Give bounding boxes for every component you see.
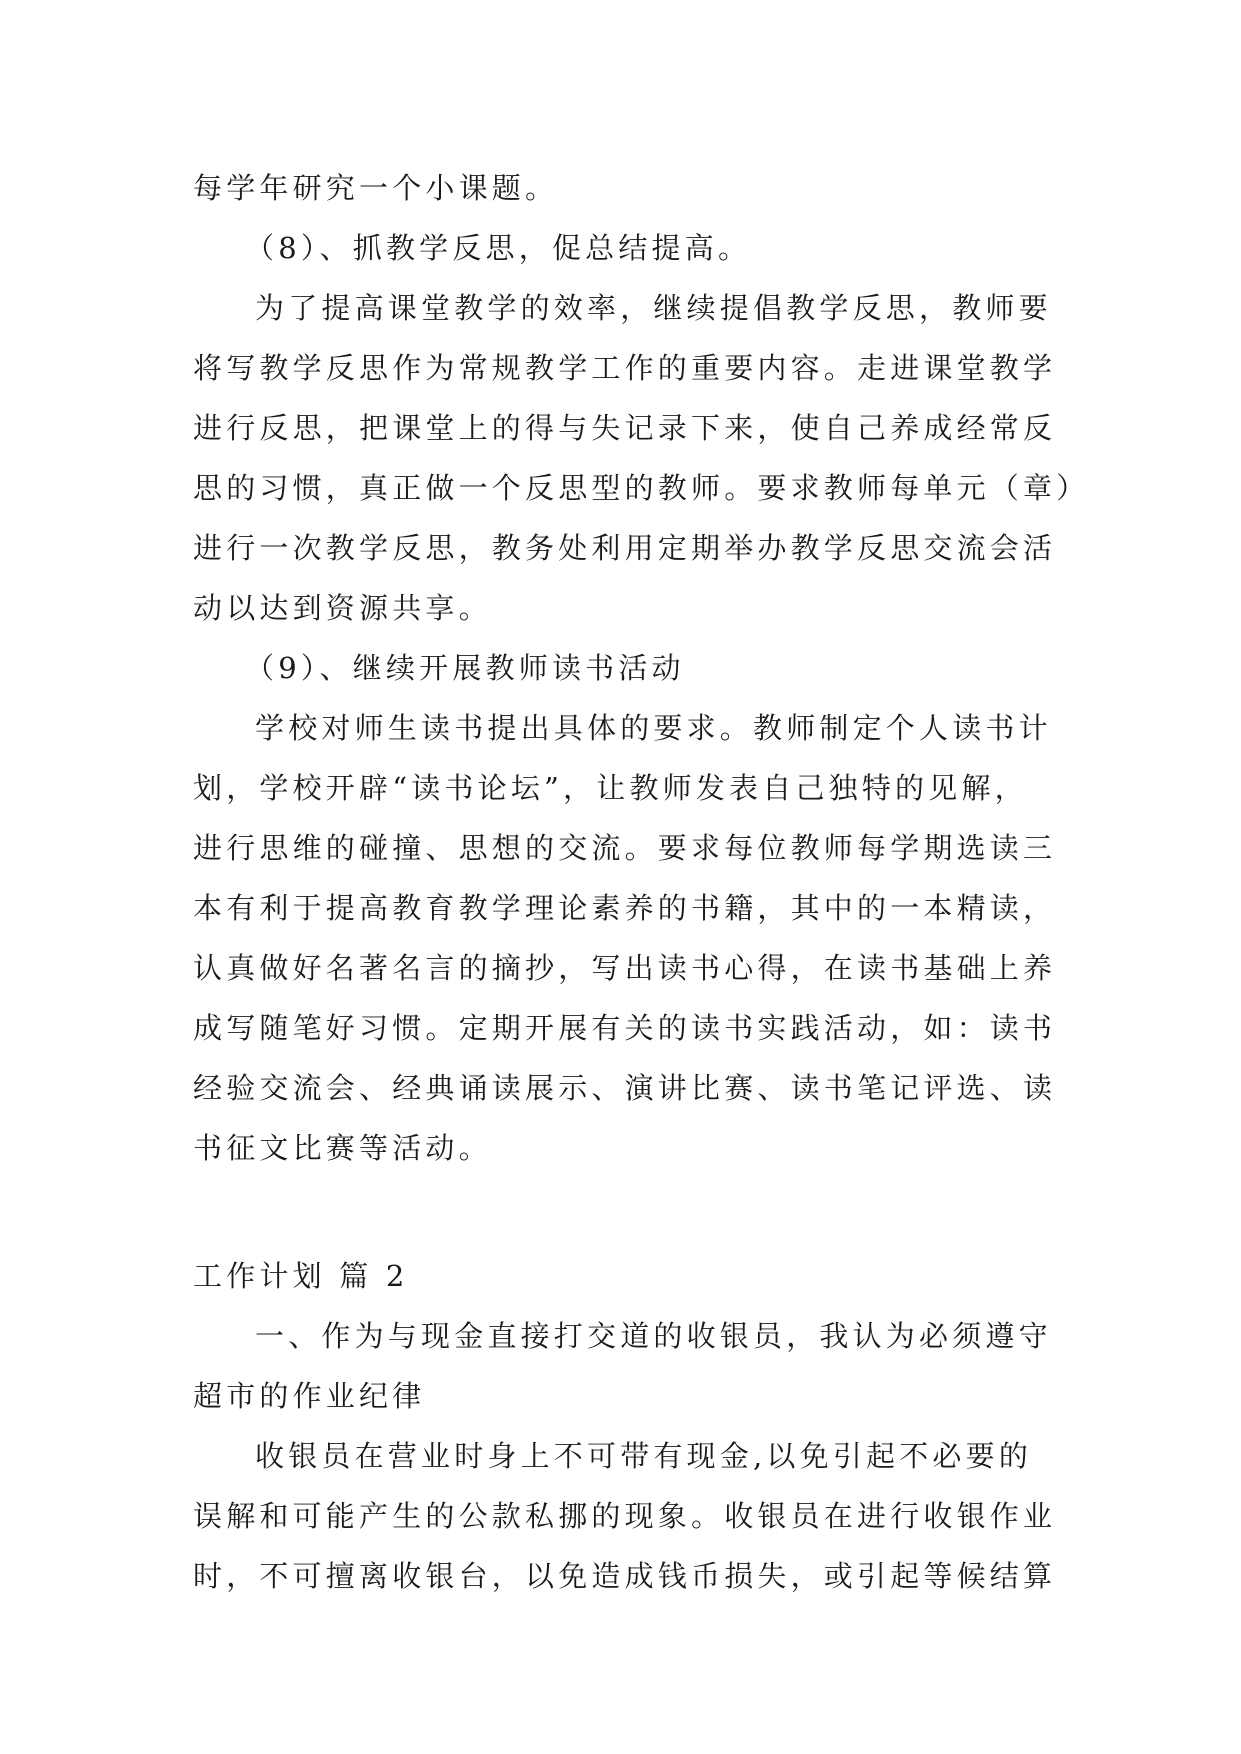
text-line: 超市的作业纪律 bbox=[193, 1379, 426, 1413]
text-line: 进行一次教学反思，教务处利用定期举办教学反思交流会活 bbox=[193, 531, 1057, 565]
text-line: 收银员在营业时身上不可带有现金,以免引起不必要的 bbox=[255, 1439, 1033, 1473]
text-line: 每学年研究一个小课题。 bbox=[193, 171, 559, 205]
document-body bbox=[193, 158, 1090, 1606]
text-line: （9）、继续开展教师读书活动 bbox=[245, 651, 685, 685]
text-line: 书征文比赛等活动。 bbox=[193, 1131, 492, 1165]
text-line: 经验交流会、经典诵读展示、演讲比赛、读书笔记评选、读 bbox=[193, 1071, 1057, 1105]
numbered-item-heading bbox=[193, 638, 1063, 698]
text-line: 进行反思，把课堂上的得与失记录下来，使自己养成经常反 bbox=[193, 411, 1057, 445]
text-line: 时，不可擅离收银台，以免造成钱币损失，或引起等候结算 bbox=[193, 1559, 1057, 1593]
text-line: 划，学校开辟“读书论坛”，让教师发表自己独特的见解， bbox=[193, 771, 1028, 805]
text-line: 工作计划 篇 2 bbox=[193, 1259, 409, 1293]
text-line: 进行思维的碰撞、思想的交流。要求每位教师每学期选读三 bbox=[193, 831, 1057, 865]
text-line: 将写教学反思作为常规教学工作的重要内容。走进课堂教学 bbox=[193, 351, 1057, 385]
paragraph bbox=[193, 158, 1063, 218]
text-line: 误解和可能产生的公款私挪的现象。收银员在进行收银作业 bbox=[193, 1499, 1057, 1533]
text-line: 认真做好名著名言的摘抄，写出读书心得，在读书基础上养 bbox=[193, 951, 1057, 985]
paragraph bbox=[193, 278, 1090, 638]
text-line: （8）、抓教学反思，促总结提高。 bbox=[245, 231, 752, 265]
section-heading bbox=[193, 1246, 1063, 1306]
text-line: 一、作为与现金直接打交道的收银员，我认为必须遵守 bbox=[255, 1319, 1052, 1353]
text-line: 思的习惯，真正做一个反思型的教师。要求教师每单元（章） bbox=[193, 471, 1090, 505]
text-line: 学校对师生读书提出具体的要求。教师制定个人读书计 bbox=[255, 711, 1052, 745]
text-line: 动以达到资源共享。 bbox=[193, 591, 492, 625]
numbered-item-heading bbox=[193, 218, 1063, 278]
paragraph bbox=[193, 1426, 1063, 1606]
paragraph bbox=[193, 1306, 1063, 1426]
paragraph bbox=[193, 698, 1063, 1178]
text-line: 成写随笔好习惯。定期开展有关的读书实践活动，如：读书 bbox=[193, 1011, 1057, 1045]
section-gap bbox=[193, 1178, 1063, 1246]
text-line: 为了提高课堂教学的效率，继续提倡教学反思，教师要 bbox=[255, 291, 1052, 325]
text-line: 本有利于提高教育教学理论素养的书籍，其中的一本精读， bbox=[193, 891, 1057, 925]
